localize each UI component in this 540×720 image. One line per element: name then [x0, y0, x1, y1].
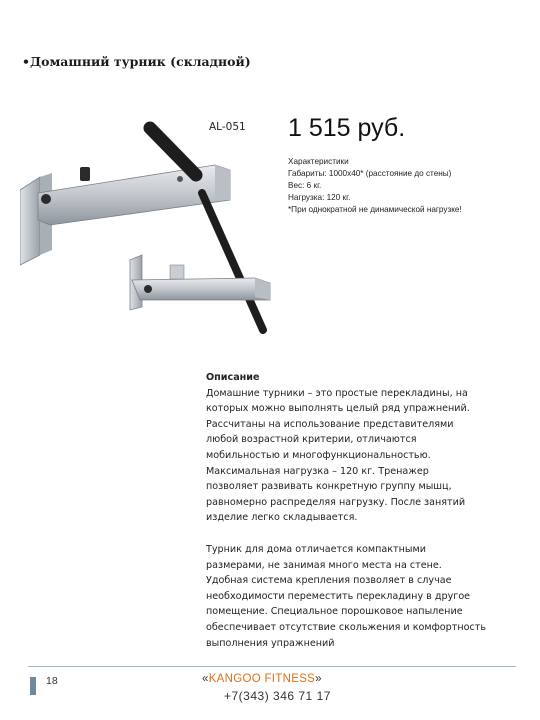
text-line: равномерно распределяя нагрузку. После занятий — [206, 496, 466, 508]
text-line: Турник для дома отличается компактными — [206, 543, 426, 555]
brand-quote-close: » — [315, 673, 322, 685]
text-line: Максимальная нагрузка – 120 кг. Тренажер — [206, 465, 429, 477]
specifications — [288, 156, 462, 216]
specs-heading: Характеристики — [288, 157, 349, 166]
model-code: AL-051 — [209, 121, 246, 133]
footer-divider — [28, 666, 516, 667]
spec-note: *При однократной не динамической нагрузке! — [288, 205, 462, 214]
product-image — [20, 115, 285, 340]
brand-quote-open: « — [202, 673, 209, 685]
text-line: которых можно выполнять целый ряд упражнений. — [206, 403, 470, 415]
description-paragraph-1 — [206, 386, 516, 526]
brand-label: KANGOO FITNESS — [208, 673, 316, 685]
spec-weight: Вес: 6 кг. — [288, 181, 322, 190]
text-line: необходимости переместить перекладину в другое — [206, 590, 471, 602]
text-line: помещение. Специальное порошковое напыление — [206, 606, 463, 618]
text-line: мобильностью и многофункциональностью. — [206, 449, 431, 461]
page-title: •Домашний турник (складной) — [22, 54, 251, 69]
brand-name — [202, 673, 322, 685]
spec-load: Нагрузка: 120 кг. — [288, 193, 351, 202]
text-line: изделие легко складывается. — [206, 512, 358, 524]
phone-number: +7(343) 346 71 17 — [224, 689, 331, 703]
text-line: Рассчитаны на использование представителями — [206, 418, 454, 430]
spec-dimensions: Габариты: 1000х40* (расстояние до стены) — [288, 169, 452, 178]
text-line: позволяет развивать конкретную группу мышц, — [206, 481, 452, 493]
price: 1 515 руб. — [288, 114, 406, 142]
page-marker — [30, 677, 36, 695]
text-line: размерами, не занимая много места на стене. — [206, 559, 442, 571]
description-paragraph-2 — [206, 542, 516, 651]
page-number: 18 — [46, 675, 58, 687]
text-line: выполнения упражнений — [206, 637, 335, 649]
description-heading: Описание — [206, 372, 260, 383]
text-line: Удобная система крепления позволяет в случае — [206, 575, 452, 587]
text-line: любой возрастной критерии, отличаются — [206, 434, 417, 446]
text-line: обеспечивает отсутствие скольжения и комфортность — [206, 621, 487, 633]
description — [206, 370, 516, 651]
text-line: Домашние турники – это простые перекладины, на — [206, 387, 468, 399]
